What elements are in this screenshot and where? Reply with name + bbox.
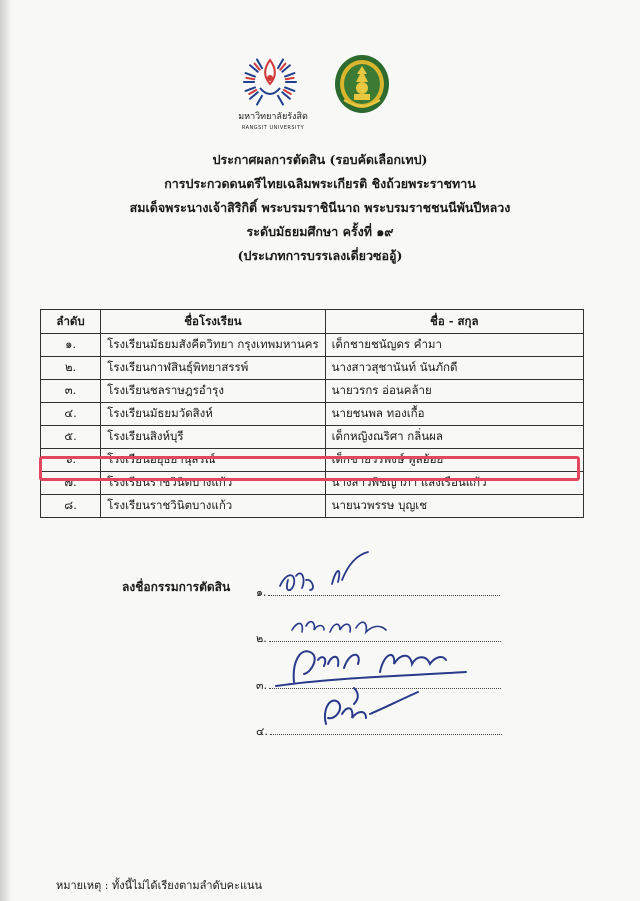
page-edge-shadow — [0, 0, 12, 901]
table-row — [41, 403, 584, 426]
row-school: โรงเรียนราชวินิตบางแก้ว — [101, 495, 325, 518]
heading-line-5: (ประเภทการบรรเลงเดี่ยวซออู้) — [237, 248, 403, 263]
signature-3 — [270, 642, 470, 690]
heading-line-2: การประกวดดนตรีไทยเฉลิมพระเกียรติ ชิงถ้วยพระราชทาน — [164, 176, 476, 191]
table-row — [41, 357, 584, 380]
header-order: ลำดับ — [41, 310, 101, 334]
results-table — [40, 309, 584, 518]
signature-number: ๓. — [256, 679, 268, 692]
row-number: ๑. — [41, 334, 101, 357]
row-school: โรงเรียนชลราษฎรอำรุง — [101, 380, 325, 403]
row-school: โรงเรียนกาฬสินธุ์พิทยาสรรพ์ — [101, 357, 325, 380]
signature-number: ๒. — [256, 632, 267, 645]
university-name: มหาวิทยาลัยรังสิต RANGSIT UNIVERSITY — [238, 112, 308, 131]
heading-line-3: สมเด็จพระนางเจ้าสิริกิติ์ พระบรมราชินีนาถ พระบรมราชชนนีพันปีหลวง — [129, 200, 511, 215]
row-name: เด็กหญิงณริศา กลิ่นผล — [325, 426, 583, 449]
row-school: โรงเรียนมัธยมสังคีตวิทยา กรุงเทพมหานคร — [101, 334, 325, 357]
header-name: ชื่อ - สกุล — [325, 310, 583, 334]
signature-1 — [272, 550, 382, 600]
row-number: ๘. — [41, 495, 101, 518]
announcement-heading — [0, 148, 640, 268]
table-row — [41, 334, 584, 357]
row-number: ๒. — [41, 357, 101, 380]
table-header-row — [41, 310, 584, 334]
header-school: ชื่อโรงเรียน — [101, 310, 325, 334]
row-name: นายวรกร อ่อนคล้าย — [325, 380, 583, 403]
row-name: นางสาวสุชานันท์ นันภักดี — [325, 357, 583, 380]
row-school: โรงเรียนราชวินิตบางแก้ว — [101, 472, 325, 495]
row-name: เด็กชายชนัญดร คำมา — [325, 334, 583, 357]
row-highlight-box — [39, 456, 580, 481]
row-number: ๔. — [41, 403, 101, 426]
row-name: เด็กชายวรพงษ์ พูลอ้อย — [325, 449, 583, 472]
ministry-of-education-emblem-icon — [334, 54, 390, 114]
row-school: โรงเรียนสิงห์บุรี — [101, 426, 325, 449]
row-number: ๕. — [41, 426, 101, 449]
signature-2 — [288, 612, 398, 642]
signature-4 — [314, 684, 424, 732]
row-school: โรงเรียนอยุธยานุสรณ์ — [101, 449, 325, 472]
row-school: โรงเรียนมัธยมวัดสิงห์ — [101, 403, 325, 426]
row-number: ๓. — [41, 380, 101, 403]
row-name: นายชนพล ทองเกื้อ — [325, 403, 583, 426]
row-number: ๖. — [41, 449, 101, 472]
footnote: หมายเหตุ : ทั้งนี้ไม่ได้เรียงตามลำดับคะแนน — [56, 879, 263, 892]
signature-label: ลงชื่อกรรมการตัดสิน — [122, 580, 231, 594]
table-row — [41, 495, 584, 518]
table-row — [41, 426, 584, 449]
header-logos — [230, 48, 400, 138]
rangsit-university-logo-icon — [238, 48, 302, 116]
heading-line-1: ประกาศผลการตัดสิน (รอบคัดเลือกเทป) — [212, 152, 428, 167]
signature-number: ๑. — [256, 586, 267, 599]
row-name: นางสาวพิชญาภา แสงเรือนแก้ว — [325, 472, 583, 495]
row-number: ๗. — [41, 472, 101, 495]
table-row — [41, 380, 584, 403]
heading-line-4: ระดับมัธยมศึกษา ครั้งที่ ๑๙ — [246, 224, 394, 239]
signature-number: ๔. — [256, 725, 268, 738]
row-name: นายนวพรรษ บุญเช — [325, 495, 583, 518]
